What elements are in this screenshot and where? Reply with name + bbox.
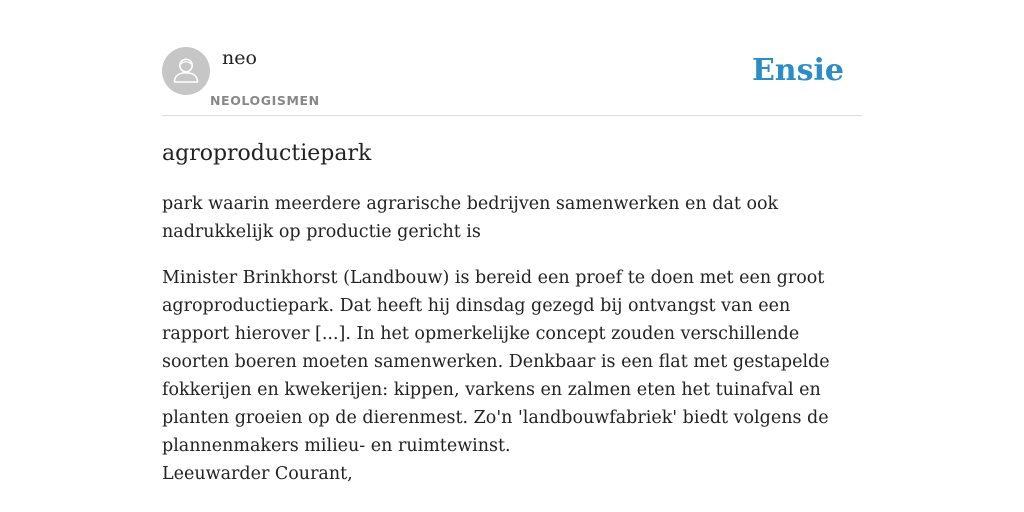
entry-definition: park waarin meerdere agrarische bedrijven samenwerken en dat ook nadrukkelijk op productie gericht is	[162, 194, 779, 242]
username-link[interactable]: neo	[222, 47, 257, 69]
category-link[interactable]: NEOLOGISMEN	[210, 93, 320, 108]
profile-header	[162, 46, 862, 116]
entry-term: agroproductiepark	[162, 141, 372, 166]
entry-source: Leeuwarder Courant,	[162, 464, 353, 484]
entry-content	[162, 138, 862, 488]
user-silhouette-icon	[162, 47, 210, 95]
avatar[interactable]	[162, 47, 210, 95]
site-logo[interactable]: Ensie	[751, 53, 844, 88]
entry-example: Minister Brinkhorst (Landbouw) is bereid een proef te doen met een groot agroproductiepark. Dat heeft hij dinsdag gezegd bij ontvangst van een rapport hierover [...]. In het opmerkelijke concept zouden verschillende soorten boeren moeten samenwerken. Denkbaar is een flat met gestapelde fokkerijen en kwekerijen: kippen, varkens en zalmen eten het tuinafval en planten groeien op de dierenmest. Zo'n 'landbouwfabriek' biedt volgens de plannenmakers milieu- en ruimtewinst.	[162, 268, 830, 456]
